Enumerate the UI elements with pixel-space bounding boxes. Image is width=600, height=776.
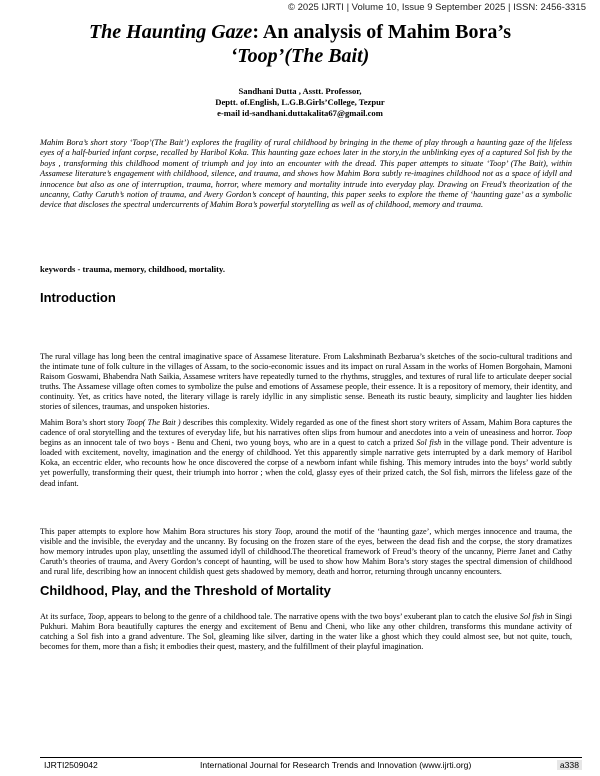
text-run: in Singi Pukhuri. Mahim Bora beautifully captures the energy and excitement of Benu and Cheni, who like any other children, transforms this mundane activity of catching a Sol fish into a grand adventure. The Sol, gleaming like silver, darting in the water like a ghost which they could almost see, but not quite, touch, becomes for them, more than a fish; it embodies their quest, mastery, and the fulfillment of their playful imagination. <box>40 612 573 652</box>
story-title-italic: Toop( The Bait ) <box>126 418 181 427</box>
footer-page-number: a338 <box>557 760 582 770</box>
text-run: Mahim Bora’s short story <box>40 418 127 427</box>
text-run: This paper attempts to explore how Mahim Bora structures his story <box>40 527 275 536</box>
text-run: appears to belong to the genre of a childhood tale. The narrative opens with the two boys’ exuberant plan to catch the elusive <box>106 612 520 621</box>
paragraph-3 <box>40 527 572 577</box>
footer-paper-id: IJRTI2509042 <box>44 760 98 770</box>
story-title-italic: Toop, <box>274 527 293 536</box>
text-run: At its surface, <box>40 612 88 621</box>
paragraph-1: The rural village has long been the central imaginative space of Assamese literature. From Lakshminath Bezbarua’s sketches of the socio-cultural traditions and the intimate tune of folk culture in the villages of Assam, to the socio-economic issues and its impact on rural Assam in the works of Homen Borgohain, Mamoni Raisom Goswami, Bhabendra Nath Saikia, Assamese writers have repeatedly turned to the rhythms, struggles, and textures of rural life to articulate deeper social truths. The Assamese village often comes to symbolize the pulse and emotions of Assamese people, their essence. It is a repository of memory, their identity, and continuity. Yet, as critics have noted, the literary village is rarely idyllic in any simplistic sense. Beneath its rustic beauty, simplicity and laughter lies hidden stories of silences, traumas, and unspoken histories. <box>40 352 572 412</box>
abstract: Mahim Bora’s short story ‘Toop’(The Bait’) explores the fragility of rural childhood by bringing in the theme of play through a haunting gaze of the lifeless eyes of a half-buried infant corpse, recalled by Haribol Koka. This haunting gaze echoes later in the story,in the unblinking eyes of a captured Sol fish by the boys , transforming this childhood moment of triumph and joy into an encounter with the dread. This paper attempts to situate ‘Toop’ (The Bait), within Assamese literature’s engagement with childhood, silence, and trauma, and shows how Mahim Bora subtly re-imagines childhood not as a space of idyll and innocence but also as one of interruption, trauma, horror, where memory and mortality intrude into everyday play. Drawing on Freud’s theorization of the uncanny, Cathy Caruth’s notion of trauma, and Avery Gordon’s concept of haunting, this paper seeks to explore the theme of ‘haunting gaze’ as a symbolic device that discloses the spectral undercurrents of Mahim Bora’s powerful storytelling as well as of childhood, memory and trauma. <box>40 138 572 210</box>
title-part-main: : An analysis of Mahim Bora’s <box>252 21 512 43</box>
keywords: keywords - trauma, memory, childhood, mortality. <box>40 264 225 274</box>
author-affiliation: Deptt. of.English, L.G.B.Girls’College, Tezpur <box>215 97 385 107</box>
paragraph-4 <box>40 612 572 652</box>
section-heading-introduction: Introduction <box>40 290 116 305</box>
paragraph-2 <box>40 418 572 489</box>
text-run: in the village pond. Their adventure is loaded with excitement, novelty, imagination and the energy of childhood. Yet this apparently simple narrative gets interrupted by a dark memory of Haribol Koka, an eccentric elder, who recounts how he once discovered the corpse of a newborn infant while fishing. This memory intrudes into the boys’ world subtly yet powerfully, transforming their quest, their triumph into horror ; when the cold, glassy eyes of their prized catch, the Sol fish, mirrors the lifeless gaze of the dead infant. <box>40 438 572 488</box>
journal-meta: © 2025 IJRTI | Volume 10, Issue 9 September 2025 | ISSN: 2456-3315 <box>288 2 586 13</box>
text-run: describes this complexity. Widely regarded as one of the finest short story writers of Assam, Mahim Bora captures the cadence of oral storytelling and the textures of everyday life, but his narratives often slips from humour and anecdotes into a vein of uneasiness and horror. <box>40 418 572 438</box>
author-email: e-mail id-sandhani.duttakalita67@gmail.com <box>217 108 383 118</box>
author-block <box>30 86 570 119</box>
sol-fish-italic: Sol fish <box>519 612 545 621</box>
paper-title <box>30 20 570 68</box>
footer-journal-name: International Journal for Research Trends and Innovation (www.ijrti.org) <box>200 760 472 770</box>
story-title-italic: Toop <box>555 428 572 438</box>
text-run: begins as an innocent tale of two boys - Benu and Cheni, two young boys, who are in a quest to catch a prized <box>40 438 417 448</box>
text-run: around the motif of the ‘haunting gaze’, which merges innocence and trauma, the visible and the invisible, the everyday and the uncanny. By focusing on the frozen stare of the eyes, between the dead fish and the corpse, the story dramatizes how memory intrudes upon play, unsettling the assumed idyll of childhood.The theoretical framework of Freud’s theory of the uncanny, Pierre Janet and Cathy Caruth’s theories of trauma, and Avery Gordon’s concept of haunting, will be used to show how Mahim Bora’s story stages the spectral dimension of childhood and rural life, describing how an innocent childish quest gets shadowed by memory, death and horror, returning through uncanny encounters. <box>40 527 573 577</box>
title-part-italic: The Haunting Gaze <box>88 21 253 43</box>
author-name: Sandhani Dutta , Asstt. Professor, <box>238 86 362 96</box>
sol-fish-italic: Sol fish <box>416 438 442 448</box>
story-title-italic: Toop, <box>87 612 107 621</box>
title-part-bait: ‘Toop’(The Bait) <box>230 45 370 67</box>
page-footer <box>40 760 582 772</box>
section-heading-childhood: Childhood, Play, and the Threshold of Mortality <box>40 583 331 598</box>
footer-divider <box>40 757 582 758</box>
